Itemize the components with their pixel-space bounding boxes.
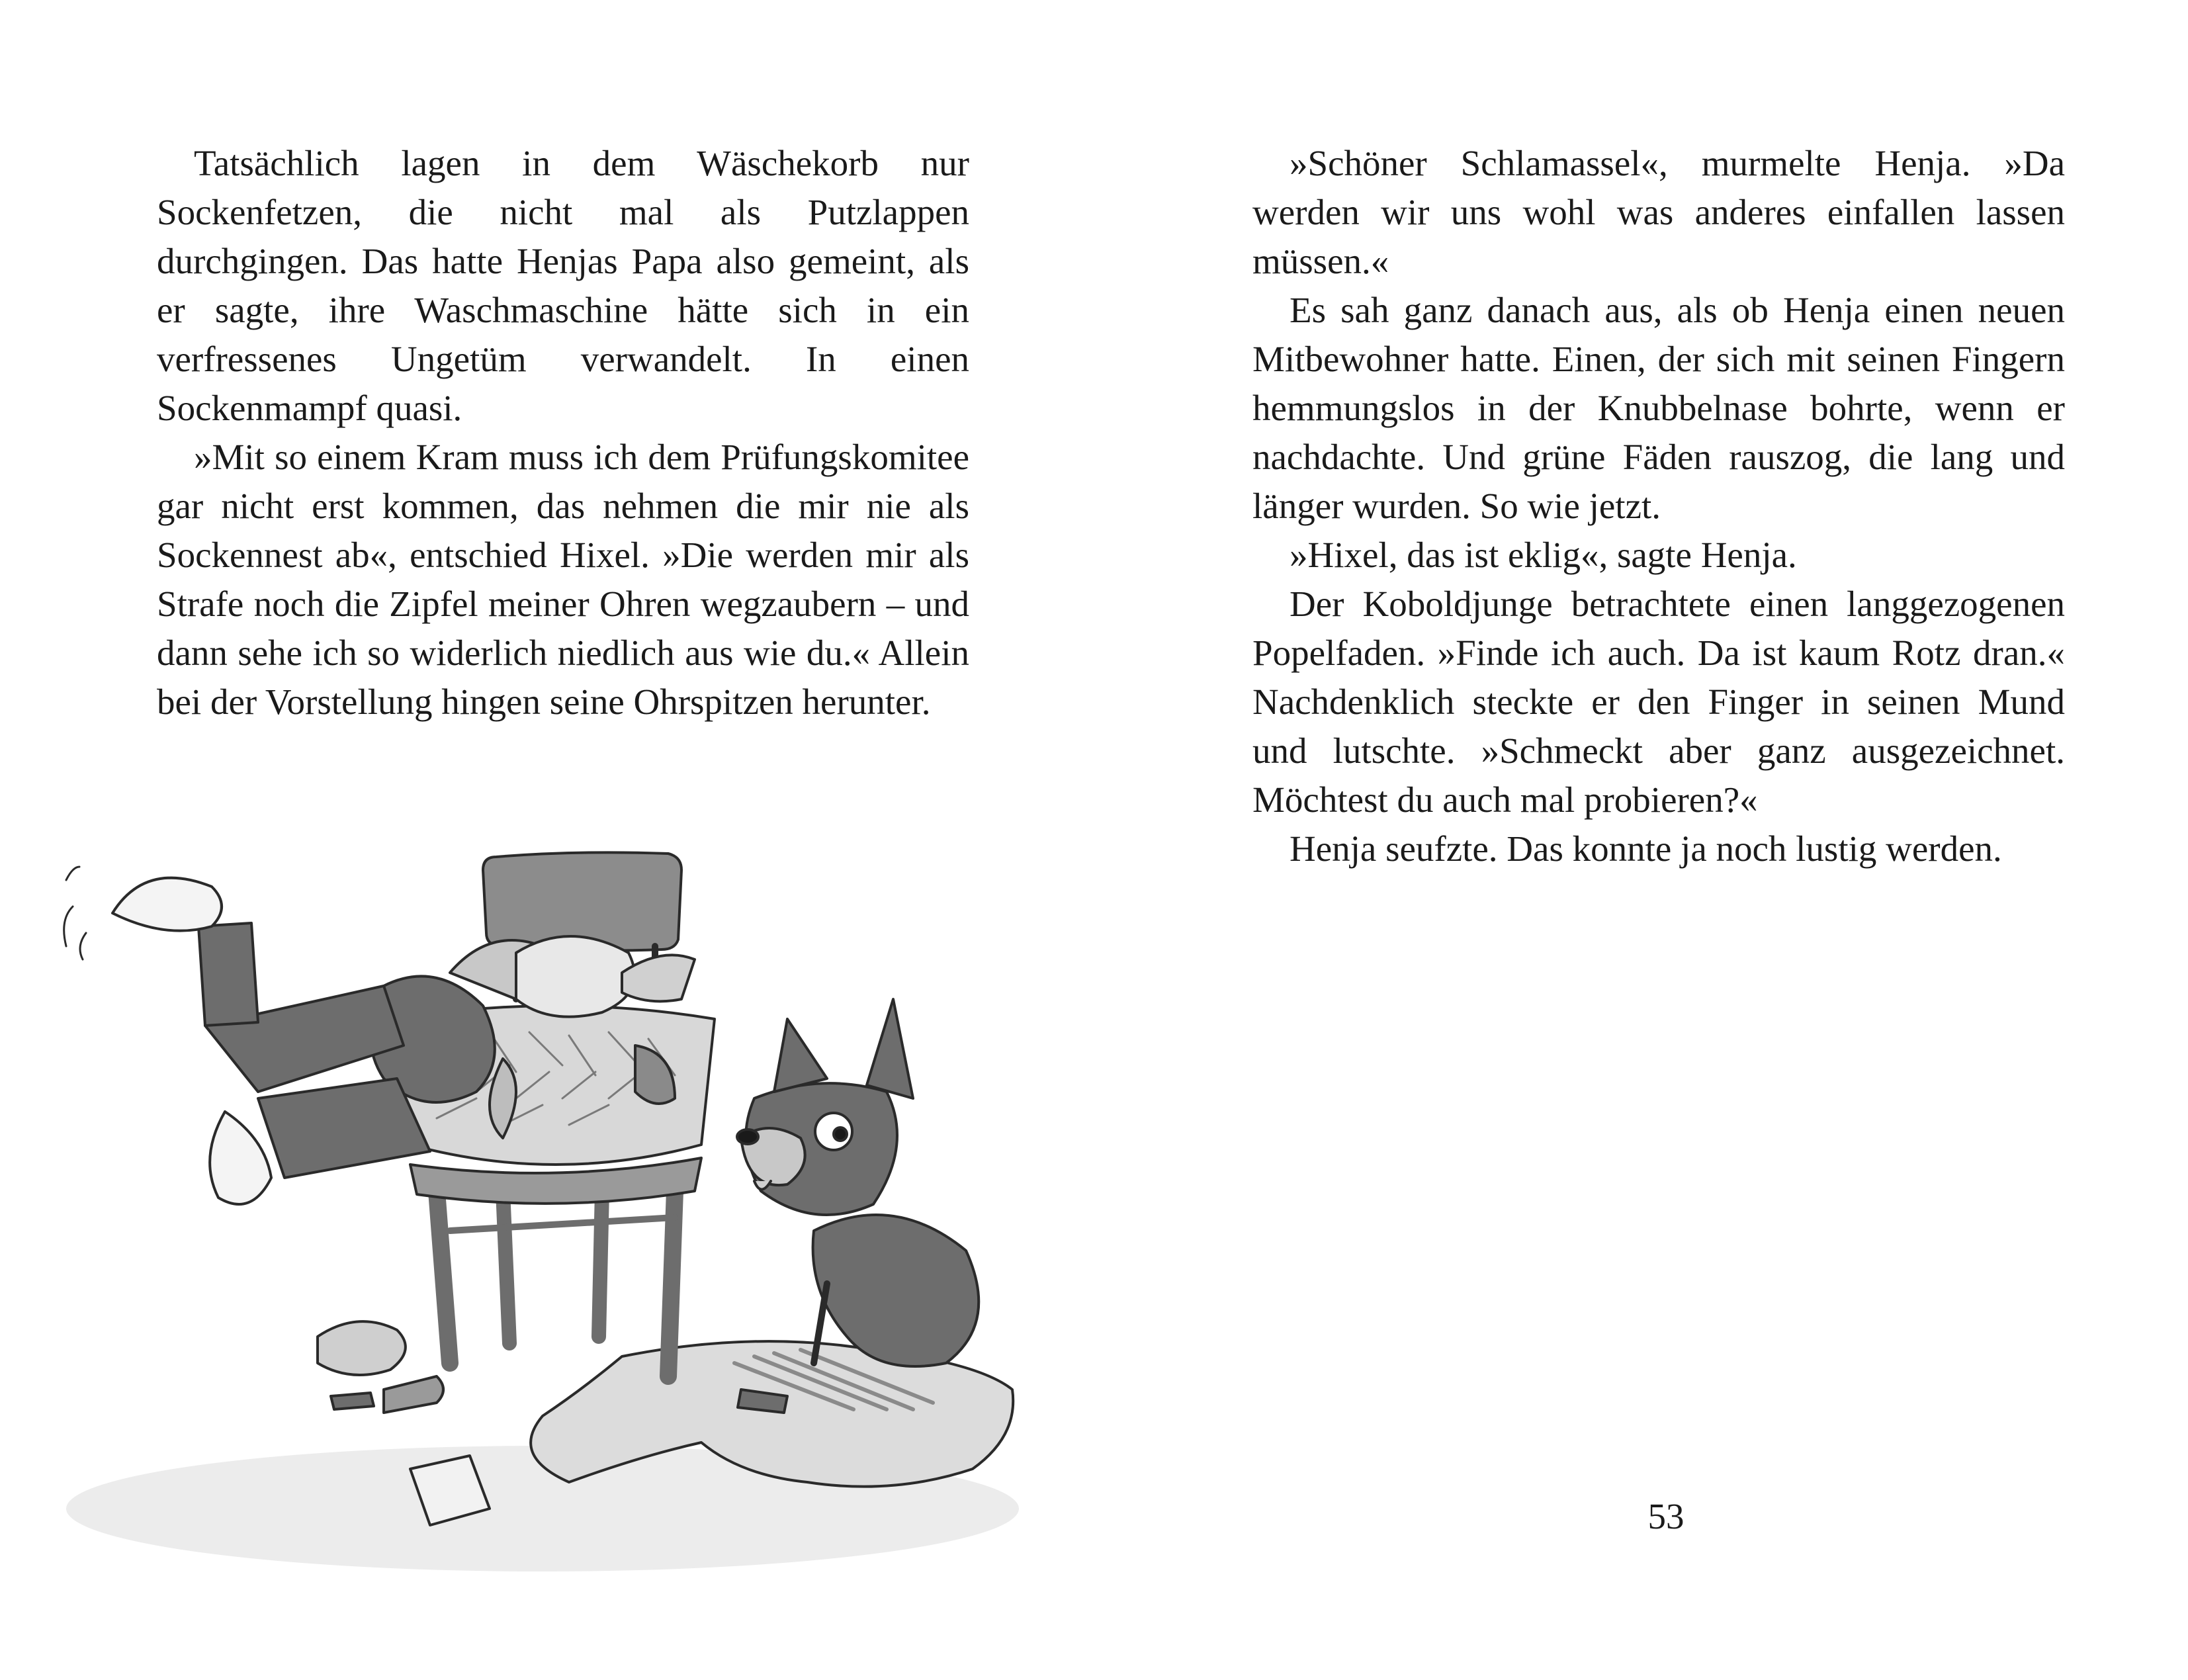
dog-nose — [737, 1129, 758, 1144]
paragraph: »Hixel, das ist eklig«, sagte Henja. — [1290, 535, 1797, 575]
kobold-foot-lower — [210, 1112, 271, 1204]
chair-crossbar — [450, 1217, 675, 1231]
basket-sock-2 — [516, 936, 635, 1017]
chair-leg-back-left — [503, 1191, 509, 1343]
dog-ear-left — [774, 1019, 827, 1092]
floor-sock — [384, 1376, 443, 1413]
floor-cloth-left — [318, 1321, 406, 1375]
paragraph: Es sah ganz danach aus, als ob Henja einen neuen Mitbewohner hatte. Einen, der sich mit seinen Fingern hemmungslos in der Knubbelnase bohrte, wenn er nachdachte. Und grüne Fäden rauszog, die lang und länger wurden. So wie jetzt. — [1252, 290, 2065, 526]
paragraph: Der Koboldjunge betrachtete einen langgezogenen Popelfaden. »Finde ich auch. Da ist kaum Rotz dran.« Nachdenklich steckte er den Finger in seinen Mund und lutschte. »Schmeckt aber ganz ausgezeichnet. Möchtest du auch mal probieren?« — [1252, 584, 2065, 820]
right-page — [1094, 0, 2188, 1680]
motion-lines — [64, 867, 86, 959]
paragraph: Henja seufzte. Das konnte ja noch lustig werden. — [1290, 828, 2002, 869]
kobold-leg-knee — [198, 923, 258, 1026]
chair-leg-back-right — [599, 1191, 602, 1337]
dog-ear-right — [867, 999, 913, 1098]
dog-pupil — [834, 1127, 847, 1141]
paragraph: »Schöner Schlamassel«, murmelte Henja. »Da werden wir uns wohl was anderes einfallen lassen müssen.« — [1252, 143, 2065, 281]
illustration-kobold-laundry-dog — [40, 820, 1112, 1581]
kobold-leg-lower — [258, 1079, 430, 1178]
paragraph: Tatsächlich lagen in dem Wäschekorb nur Sockenfetzen, die nicht mal als Putzlappen durchgingen. Das hatte Henjas Papa also gemeint, als er sagte, ihre Waschmaschine hätte sich in ein verfressenes Ungetüm verwandelt. In einen Sockenmampf quasi. — [157, 143, 969, 428]
left-text-column — [157, 139, 969, 727]
floor-sock-left — [331, 1393, 374, 1409]
page-number: 53 — [1647, 1496, 1685, 1536]
chair-leg-front-left — [437, 1191, 450, 1363]
kobold-foot-upper — [112, 878, 222, 931]
right-text-column — [1252, 139, 2065, 873]
paragraph: »Mit so einem Kram muss ich dem Prüfungskomitee gar nicht erst kommen, das nehmen die mir nie als Sockennest ab«, entschied Hixel. »Die werden mir als Strafe noch die Zipfel meiner Ohren wegzaubern – und dann sehe ich so widerlich niedlich aus wie du.« Allein bei der Vorstellung hingen seine Ohrspitzen herunter. — [157, 437, 969, 722]
